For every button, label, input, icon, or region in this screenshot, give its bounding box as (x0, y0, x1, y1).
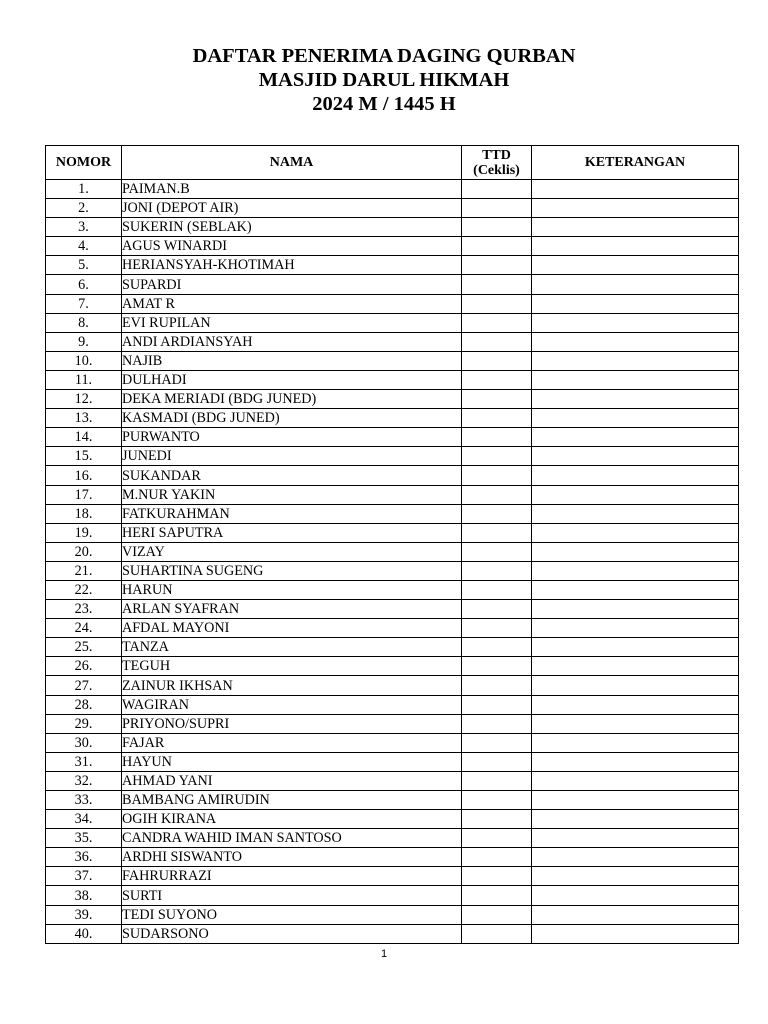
row-keterangan-cell[interactable] (532, 256, 739, 275)
row-ttd-cell[interactable] (462, 180, 532, 199)
table-row (46, 199, 739, 218)
row-number: 16. (46, 466, 122, 485)
row-keterangan-cell[interactable] (532, 829, 739, 848)
row-name: M.NUR YAKIN (122, 485, 462, 504)
row-keterangan-cell[interactable] (532, 370, 739, 389)
row-keterangan-cell[interactable] (532, 733, 739, 752)
row-number: 12. (46, 390, 122, 409)
table-row (46, 275, 739, 294)
table-row (46, 619, 739, 638)
table-row (46, 447, 739, 466)
row-ttd-cell[interactable] (462, 619, 532, 638)
table-row (46, 676, 739, 695)
row-ttd-cell[interactable] (462, 447, 532, 466)
row-keterangan-cell[interactable] (532, 580, 739, 599)
row-ttd-cell[interactable] (462, 332, 532, 351)
table-row (46, 867, 739, 886)
table-row (46, 791, 739, 810)
row-name: PAIMAN.B (122, 180, 462, 199)
row-name: PURWANTO (122, 428, 462, 447)
row-keterangan-cell[interactable] (532, 485, 739, 504)
row-name: ARDHI SISWANTO (122, 848, 462, 867)
row-number: 8. (46, 313, 122, 332)
row-keterangan-cell[interactable] (532, 409, 739, 428)
row-number: 20. (46, 542, 122, 561)
row-ttd-cell[interactable] (462, 199, 532, 218)
row-keterangan-cell[interactable] (532, 561, 739, 580)
row-keterangan-cell[interactable] (532, 180, 739, 199)
row-keterangan-cell[interactable] (532, 313, 739, 332)
row-keterangan-cell[interactable] (532, 275, 739, 294)
table-row (46, 924, 739, 943)
row-number: 3. (46, 218, 122, 237)
row-name: SUDARSONO (122, 924, 462, 943)
table-row (46, 714, 739, 733)
row-number: 17. (46, 485, 122, 504)
row-name: AHMAD YANI (122, 771, 462, 790)
row-number: 10. (46, 351, 122, 370)
row-name: WAGIRAN (122, 695, 462, 714)
row-keterangan-cell[interactable] (532, 428, 739, 447)
row-number: 9. (46, 332, 122, 351)
row-keterangan-cell[interactable] (532, 447, 739, 466)
table-row (46, 504, 739, 523)
table-row (46, 886, 739, 905)
row-name: NAJIB (122, 351, 462, 370)
table-row (46, 428, 739, 447)
row-keterangan-cell[interactable] (532, 390, 739, 409)
row-ttd-cell[interactable] (462, 466, 532, 485)
recipient-table (45, 145, 739, 944)
row-ttd-cell[interactable] (462, 294, 532, 313)
row-ttd-cell[interactable] (462, 600, 532, 619)
row-keterangan-cell[interactable] (532, 504, 739, 523)
row-ttd-cell[interactable] (462, 733, 532, 752)
table-row (46, 332, 739, 351)
row-ttd-cell[interactable] (462, 485, 532, 504)
row-keterangan-cell[interactable] (532, 351, 739, 370)
row-keterangan-cell[interactable] (532, 924, 739, 943)
row-keterangan-cell[interactable] (532, 752, 739, 771)
row-keterangan-cell[interactable] (532, 638, 739, 657)
row-number: 29. (46, 714, 122, 733)
row-number: 32. (46, 771, 122, 790)
row-name: AFDAL MAYONI (122, 619, 462, 638)
table-row (46, 180, 739, 199)
table-row (46, 218, 739, 237)
table-header-row (46, 146, 739, 180)
row-ttd-cell[interactable] (462, 275, 532, 294)
row-name: SUHARTINA SUGENG (122, 561, 462, 580)
row-ttd-cell[interactable] (462, 504, 532, 523)
row-name: OGIH KIRANA (122, 810, 462, 829)
row-ttd-cell[interactable] (462, 810, 532, 829)
header-ttd-line-2: (Ceklis) (473, 162, 520, 178)
row-ttd-cell[interactable] (462, 886, 532, 905)
row-ttd-cell[interactable] (462, 313, 532, 332)
row-number: 7. (46, 294, 122, 313)
row-number: 35. (46, 829, 122, 848)
row-number: 38. (46, 886, 122, 905)
row-number: 21. (46, 561, 122, 580)
row-keterangan-cell[interactable] (532, 332, 739, 351)
row-ttd-cell[interactable] (462, 791, 532, 810)
table-row (46, 580, 739, 599)
table-row (46, 561, 739, 580)
row-keterangan-cell[interactable] (532, 619, 739, 638)
row-name: ZAINUR IKHSAN (122, 676, 462, 695)
row-ttd-cell[interactable] (462, 542, 532, 561)
row-ttd-cell[interactable] (462, 561, 532, 580)
page-number: 1 (380, 948, 388, 960)
row-ttd-cell[interactable] (462, 409, 532, 428)
row-ttd-cell[interactable] (462, 867, 532, 886)
table-row (46, 848, 739, 867)
table-body (46, 180, 739, 944)
row-name: ANDI ARDIANSYAH (122, 332, 462, 351)
row-ttd-cell[interactable] (462, 351, 532, 370)
row-number: 14. (46, 428, 122, 447)
row-keterangan-cell[interactable] (532, 810, 739, 829)
header-ttd-line-1: TTD (482, 147, 511, 163)
table-row (46, 600, 739, 619)
table-row (46, 313, 739, 332)
row-ttd-cell[interactable] (462, 237, 532, 256)
row-ttd-cell[interactable] (462, 848, 532, 867)
row-name: SUKANDAR (122, 466, 462, 485)
row-ttd-cell[interactable] (462, 829, 532, 848)
row-name: FATKURAHMAN (122, 504, 462, 523)
row-name: HARUN (122, 580, 462, 599)
row-number: 31. (46, 752, 122, 771)
row-number: 27. (46, 676, 122, 695)
row-ttd-cell[interactable] (462, 428, 532, 447)
row-number: 6. (46, 275, 122, 294)
row-name: TANZA (122, 638, 462, 657)
row-ttd-cell[interactable] (462, 370, 532, 389)
row-number: 11. (46, 370, 122, 389)
row-name: SURTI (122, 886, 462, 905)
table-row (46, 905, 739, 924)
table-row (46, 771, 739, 790)
row-number: 30. (46, 733, 122, 752)
row-name: AMAT R (122, 294, 462, 313)
document-title (0, 44, 768, 116)
row-ttd-cell[interactable] (462, 580, 532, 599)
table-row (46, 810, 739, 829)
title-line-2: MASJID DARUL HIKMAH (258, 69, 510, 91)
row-keterangan-cell[interactable] (532, 542, 739, 561)
row-number: 18. (46, 504, 122, 523)
row-name: VIZAY (122, 542, 462, 561)
table-row (46, 638, 739, 657)
row-name: FAHRURRAZI (122, 867, 462, 886)
row-ttd-cell[interactable] (462, 924, 532, 943)
row-number: 19. (46, 523, 122, 542)
row-name: TEDI SUYONO (122, 905, 462, 924)
row-name: EVI RUPILAN (122, 313, 462, 332)
row-keterangan-cell[interactable] (532, 294, 739, 313)
row-number: 33. (46, 791, 122, 810)
row-ttd-cell[interactable] (462, 256, 532, 275)
row-number: 39. (46, 905, 122, 924)
row-keterangan-cell[interactable] (532, 791, 739, 810)
row-name: DEKA MERIADI (BDG JUNED) (122, 390, 462, 409)
row-keterangan-cell[interactable] (532, 867, 739, 886)
row-ttd-cell[interactable] (462, 771, 532, 790)
row-name: SUPARDI (122, 275, 462, 294)
table-row (46, 351, 739, 370)
row-name: HERIANSYAH-KHOTIMAH (122, 256, 462, 275)
table-row (46, 409, 739, 428)
row-ttd-cell[interactable] (462, 218, 532, 237)
row-name: SUKERIN (SEBLAK) (122, 218, 462, 237)
table-row (46, 523, 739, 542)
row-number: 22. (46, 580, 122, 599)
row-ttd-cell[interactable] (462, 523, 532, 542)
row-number: 28. (46, 695, 122, 714)
row-number: 34. (46, 810, 122, 829)
row-keterangan-cell[interactable] (532, 199, 739, 218)
table-row (46, 733, 739, 752)
row-number: 25. (46, 638, 122, 657)
row-name: FAJAR (122, 733, 462, 752)
table-row (46, 370, 739, 389)
table-row (46, 466, 739, 485)
row-name: TEGUH (122, 657, 462, 676)
row-keterangan-cell[interactable] (532, 771, 739, 790)
row-keterangan-cell[interactable] (532, 237, 739, 256)
row-number: 1. (46, 180, 122, 199)
row-number: 23. (46, 600, 122, 619)
row-ttd-cell[interactable] (462, 752, 532, 771)
row-keterangan-cell[interactable] (532, 886, 739, 905)
row-number: 37. (46, 867, 122, 886)
table-row (46, 294, 739, 313)
table-row (46, 390, 739, 409)
row-keterangan-cell[interactable] (532, 218, 739, 237)
row-name: BAMBANG AMIRUDIN (122, 791, 462, 810)
row-keterangan-cell[interactable] (532, 848, 739, 867)
row-keterangan-cell[interactable] (532, 714, 739, 733)
row-keterangan-cell[interactable] (532, 905, 739, 924)
row-ttd-cell[interactable] (462, 695, 532, 714)
table-row (46, 237, 739, 256)
row-ttd-cell[interactable] (462, 676, 532, 695)
header-ttd (462, 146, 532, 180)
row-number: 2. (46, 199, 122, 218)
table-row (46, 256, 739, 275)
row-ttd-cell[interactable] (462, 905, 532, 924)
row-ttd-cell[interactable] (462, 390, 532, 409)
row-name: DULHADI (122, 370, 462, 389)
row-ttd-cell[interactable] (462, 657, 532, 676)
table-row (46, 752, 739, 771)
table-row (46, 829, 739, 848)
title-line-1: DAFTAR PENERIMA DAGING QURBAN (192, 45, 576, 67)
row-keterangan-cell[interactable] (532, 466, 739, 485)
header-nama: NAMA (122, 146, 462, 180)
row-number: 36. (46, 848, 122, 867)
row-number: 40. (46, 924, 122, 943)
header-nomor: NOMOR (46, 146, 122, 180)
row-ttd-cell[interactable] (462, 638, 532, 657)
row-number: 4. (46, 237, 122, 256)
row-keterangan-cell[interactable] (532, 657, 739, 676)
title-line-3: 2024 M / 1445 H (312, 93, 456, 115)
row-ttd-cell[interactable] (462, 714, 532, 733)
row-keterangan-cell[interactable] (532, 676, 739, 695)
row-name: JONI (DEPOT AIR) (122, 199, 462, 218)
row-name: HERI SAPUTRA (122, 523, 462, 542)
row-keterangan-cell[interactable] (532, 600, 739, 619)
table-row (46, 657, 739, 676)
row-name: ARLAN SYAFRAN (122, 600, 462, 619)
table-row (46, 542, 739, 561)
row-name: AGUS WINARDI (122, 237, 462, 256)
row-number: 24. (46, 619, 122, 638)
row-number: 15. (46, 447, 122, 466)
row-name: KASMADI (BDG JUNED) (122, 409, 462, 428)
header-keterangan: KETERANGAN (532, 146, 739, 180)
row-name: CANDRA WAHID IMAN SANTOSO (122, 829, 462, 848)
row-number: 26. (46, 657, 122, 676)
table-row (46, 485, 739, 504)
row-keterangan-cell[interactable] (532, 523, 739, 542)
row-keterangan-cell[interactable] (532, 695, 739, 714)
row-number: 13. (46, 409, 122, 428)
row-name: JUNEDI (122, 447, 462, 466)
table-row (46, 695, 739, 714)
row-name: HAYUN (122, 752, 462, 771)
row-name: PRIYONO/SUPRI (122, 714, 462, 733)
row-number: 5. (46, 256, 122, 275)
